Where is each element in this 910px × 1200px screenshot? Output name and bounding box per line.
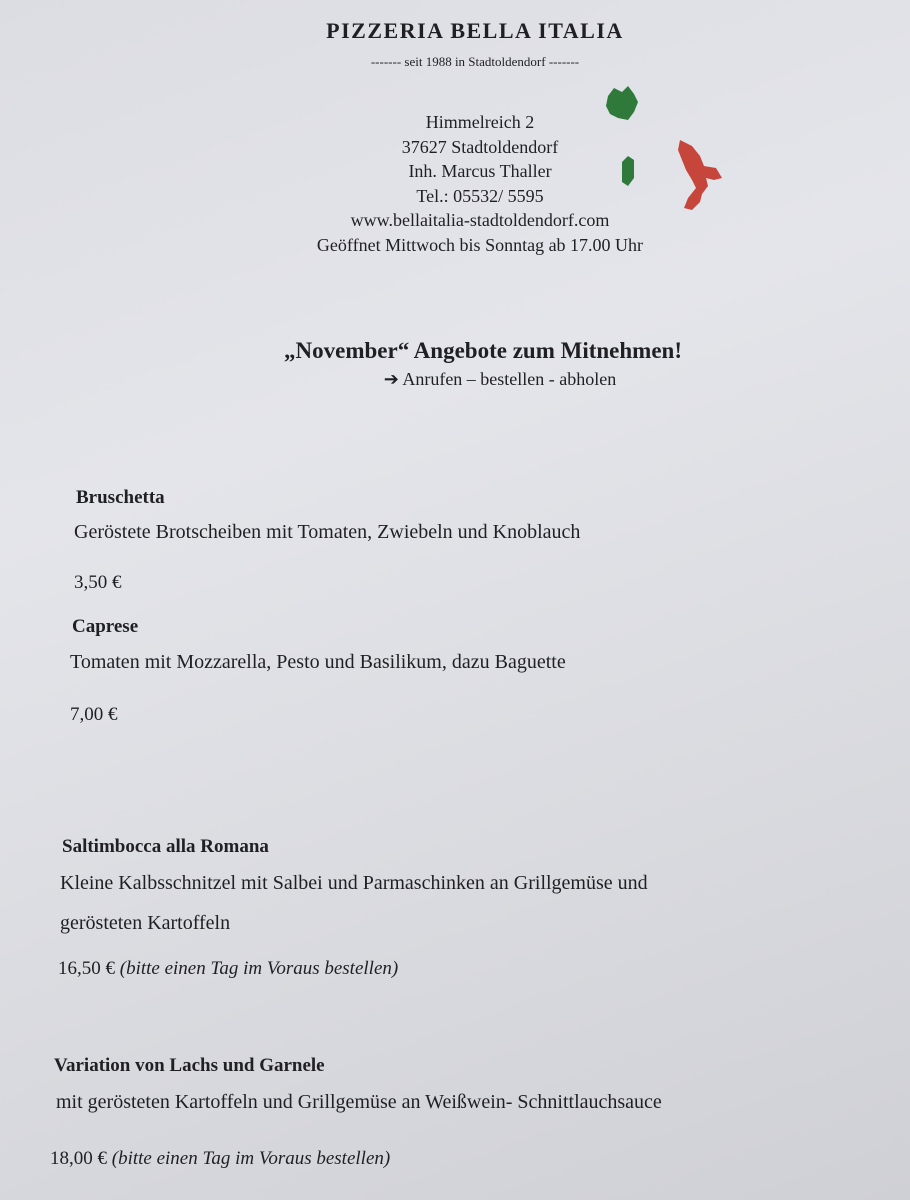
item-description-saltimbocca <box>60 863 648 943</box>
italy-map-red-south <box>678 140 722 210</box>
price-value: 16,50 € <box>58 958 115 979</box>
address-phone: Tel.: 05532/ 5595 <box>416 185 544 206</box>
offer-subtitle <box>0 369 910 390</box>
item-description-bruschetta <box>74 512 580 552</box>
item-description-lachs-garnele <box>56 1082 662 1122</box>
price-value: 3,50 € <box>74 572 122 593</box>
address-hours: Geöffnet Mittwoch bis Sonntag ab 17.00 Uhr <box>316 234 644 255</box>
item-name-saltimbocca: Saltimbocca alla Romana <box>62 836 269 857</box>
item-name-lachs-garnele: Variation von Lachs und Garnele <box>54 1055 325 1076</box>
restaurant-name: PIZZERIA BELLA ITALIA <box>326 18 624 43</box>
italy-map-green-north <box>606 86 638 120</box>
arrow-right-icon: ➔ <box>383 369 399 389</box>
price-value: 18,00 € <box>50 1148 107 1169</box>
price-note: (bitte einen Tag im Voraus bestellen) <box>119 958 399 979</box>
item-price-caprese <box>70 704 118 726</box>
restaurant-tagline: ------- seit 1988 in Stadtoldendorf ------- <box>370 54 580 69</box>
offer-title: „November“ Angebote zum Mitnehmen! <box>284 338 682 363</box>
item-name-caprese: Caprese <box>72 616 139 637</box>
italy-map-green-island <box>622 156 634 186</box>
address-website: www.bellaitalia-stadtoldendorf.com <box>350 210 610 230</box>
item-description-caprese <box>70 642 566 682</box>
address-owner: Inh. Marcus Thaller <box>408 161 552 181</box>
address-block <box>0 110 910 257</box>
price-note: (bitte einen Tag im Voraus bestellen) <box>111 1148 391 1169</box>
description-line: gerösteten Kartoffeln <box>60 912 231 934</box>
item-price-bruschetta <box>74 572 122 594</box>
description-line: Geröstete Brotscheiben mit Tomaten, Zwiebeln und Knoblauch <box>74 521 581 543</box>
italy-map-icon <box>600 82 730 217</box>
description-line: Kleine Kalbsschnitzel mit Salbei und Parmaschinken an Grillgemüse und <box>60 872 648 894</box>
address-street: Himmelreich 2 <box>425 112 535 132</box>
item-price-saltimbocca <box>58 958 398 980</box>
description-line: Tomaten mit Mozzarella, Pesto und Basilikum, dazu Baguette <box>70 651 566 673</box>
item-name-bruschetta: Bruschetta <box>76 487 165 508</box>
price-value: 7,00 € <box>70 704 118 725</box>
offer-subtitle-text: Anrufen – bestellen - abholen <box>402 369 617 389</box>
item-price-lachs-garnele <box>50 1148 390 1170</box>
address-city: 37627 Stadtoldendorf <box>401 136 559 157</box>
description-line: mit gerösteten Kartoffeln und Grillgemüse an Weißwein- Schnittlauchsauce <box>56 1091 662 1113</box>
